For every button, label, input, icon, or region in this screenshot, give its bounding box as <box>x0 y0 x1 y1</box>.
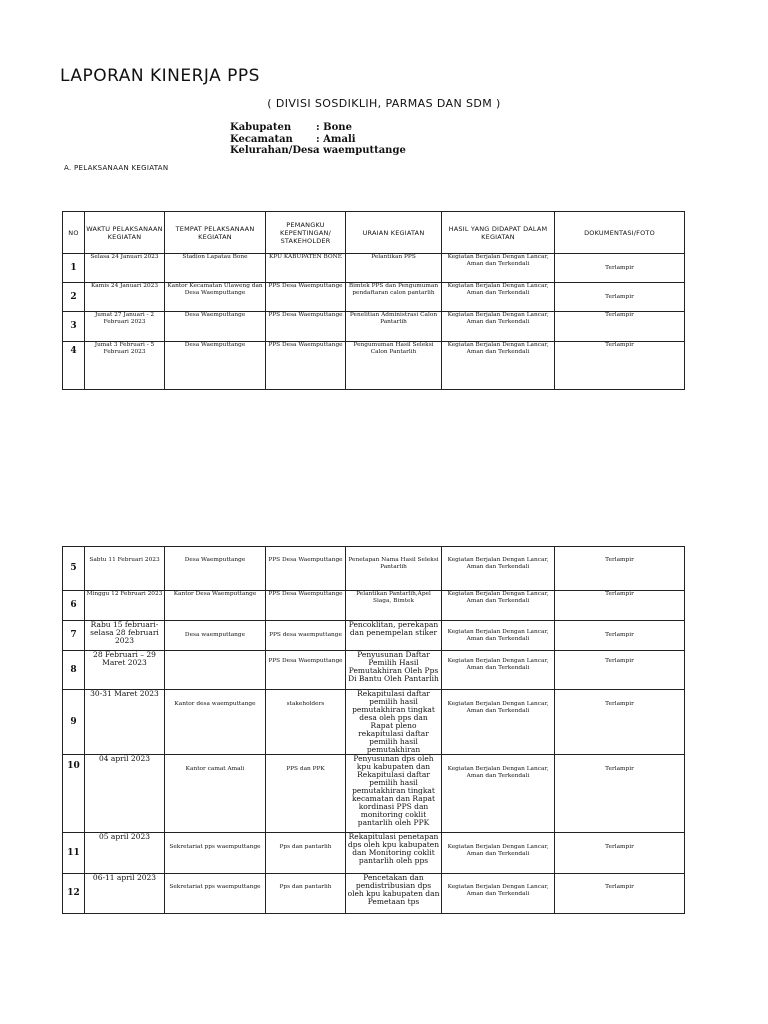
table-row <box>63 342 685 390</box>
header-dokumentasi: DOKUMENTASI/FOTO <box>555 212 685 254</box>
cell-hasil: Kegiatan Berjalan Dengan Lancar, Aman dan Terkendali <box>442 755 555 833</box>
location-info <box>230 122 406 157</box>
header-hasil: HASIL YANG DIDAPAT DALAM KEGIATAN <box>442 212 555 254</box>
cell-uraian: Pelantikan PPS <box>346 254 442 283</box>
cell-pemangku: Pps dan pantarlih <box>266 833 346 874</box>
table-row <box>63 621 685 651</box>
info-value: : Amali <box>316 133 356 145</box>
cell-pemangku: PPS dan PPK <box>266 755 346 833</box>
table-row <box>63 690 685 755</box>
info-row-kabupaten <box>230 122 406 134</box>
table-header-row <box>63 212 685 254</box>
cell-waktu: 30-31 Maret 2023 <box>85 690 165 755</box>
cell-tempat: Kantor camat Amali <box>165 755 266 833</box>
cell-uraian: Pelantikan Pantarlih,Apel Siaga, Bimtek <box>346 591 442 621</box>
cell-hasil: Kegiatan Berjalan Dengan Lancar, Aman dan Terkendali <box>442 874 555 914</box>
cell-pemangku: PPS Desa Waemputtange <box>266 342 346 390</box>
cell-no: 6 <box>63 591 85 621</box>
cell-uraian: Pencetakan dan pendistribusian dps oleh kpu kabupaten dan Pemetaan tps <box>346 874 442 914</box>
header-no: NO <box>63 212 85 254</box>
cell-hasil: Kegiatan Berjalan Dengan Lancar, Aman dan Terkendali <box>442 833 555 874</box>
cell-waktu: 05 april 2023 <box>85 833 165 874</box>
cell-hasil: Kegiatan Berjalan Dengan Lancar, Aman dan Terkendali <box>442 591 555 621</box>
cell-no: 3 <box>63 312 85 342</box>
cell-waktu: 06-11 april 2023 <box>85 874 165 914</box>
cell-tempat: Sekretariat pps waemputtange <box>165 874 266 914</box>
activity-table-page-2 <box>62 546 685 914</box>
header-tempat: TEMPAT PELAKSANAAN KEGIATAN <box>165 212 266 254</box>
cell-dokumentasi: Terlampir <box>555 283 685 312</box>
activity-table-page-1 <box>62 211 685 390</box>
cell-no: 11 <box>63 833 85 874</box>
cell-pemangku: PPS Desa Waemputtange <box>266 283 346 312</box>
cell-dokumentasi: Terlampir <box>555 254 685 283</box>
cell-tempat: Kantor desa waemputtange <box>165 690 266 755</box>
cell-dokumentasi: Terlampir <box>555 651 685 690</box>
cell-dokumentasi: Terlampir <box>555 874 685 914</box>
cell-dokumentasi: Terlampir <box>555 621 685 651</box>
report-title: LAPORAN KINERJA PPS <box>60 66 260 86</box>
cell-no: 9 <box>63 690 85 755</box>
table-row <box>63 283 685 312</box>
table-row <box>63 874 685 914</box>
cell-pemangku: PPS Desa Waemputtange <box>266 651 346 690</box>
table-row <box>63 312 685 342</box>
cell-uraian: Rekapitulasi daftar pemilih hasil pemutakhiran tingkat desa oleh pps dan Rapat pleno rekapitulasi daftar pemilih hasil pemutakhiran <box>346 690 442 755</box>
cell-dokumentasi: Terlampir <box>555 690 685 755</box>
cell-hasil: Kegiatan Berjalan Dengan Lancar, Aman dan Terkendali <box>442 547 555 591</box>
cell-pemangku: PPS Desa Waemputtange <box>266 591 346 621</box>
cell-waktu: Jumat 27 Januari - 2 Februari 2023 <box>85 312 165 342</box>
cell-tempat: Kantor Kecamatan Ulaweng dan Desa Waemputtange <box>165 283 266 312</box>
cell-uraian: Bimtek PPS dan Pengumuman pendaftaran calon pantarlih <box>346 283 442 312</box>
cell-tempat: Stadion Lapatau Bone <box>165 254 266 283</box>
cell-hasil: Kegiatan Berjalan Dengan Lancar, Aman dan Terkendali <box>442 690 555 755</box>
table-row <box>63 254 685 283</box>
cell-tempat: Desa Waemputtange <box>165 312 266 342</box>
cell-no: 12 <box>63 874 85 914</box>
cell-uraian: Penelitian Administrasi Calon Pantarlih <box>346 312 442 342</box>
cell-no: 5 <box>63 547 85 591</box>
info-row-kecamatan <box>230 134 406 146</box>
cell-uraian: Pencoklitan, perekapan dan penempelan stiker <box>346 621 442 651</box>
cell-no: 4 <box>63 342 85 390</box>
cell-uraian: Rekapitulasi penetapan dps oleh kpu kabupaten dan Monitoring coklit pantarlih oleh pps <box>346 833 442 874</box>
cell-hasil: Kegiatan Berjalan Dengan Lancar, Aman dan Terkendali <box>442 342 555 390</box>
cell-no: 2 <box>63 283 85 312</box>
cell-tempat: Desa Waemputtange <box>165 547 266 591</box>
cell-waktu: 28 Februari – 29 Maret 2023 <box>85 651 165 690</box>
cell-waktu: Selasa 24 Januari 2023 <box>85 254 165 283</box>
table-row <box>63 591 685 621</box>
table-row <box>63 755 685 833</box>
cell-dokumentasi: Terlampir <box>555 547 685 591</box>
cell-hasil: Kegiatan Berjalan Dengan Lancar, Aman dan Terkendali <box>442 621 555 651</box>
cell-hasil: Kegiatan Berjalan Dengan Lancar, Aman dan Terkendali <box>442 312 555 342</box>
cell-dokumentasi: Terlampir <box>555 312 685 342</box>
cell-waktu: 04 april 2023 <box>85 755 165 833</box>
cell-hasil: Kegiatan Berjalan Dengan Lancar, Aman dan Terkendali <box>442 283 555 312</box>
section-title: A. PELAKSANAAN KEGIATAN <box>64 164 169 172</box>
cell-dokumentasi: Terlampir <box>555 591 685 621</box>
cell-waktu: Kamis 24 Januari 2023 <box>85 283 165 312</box>
cell-uraian: Penetapan Nama Hasil Seleksi Pantarlih <box>346 547 442 591</box>
cell-tempat: Desa Waemputtange <box>165 342 266 390</box>
cell-uraian: Penyusunan dps oleh kpu kabupaten dan Rekapitulasi daftar pemilih hasil pemutakhiran tingkat kecamatan dan Rapat kordinasi PPS dan monitoring coklit pantarlih oleh PPK <box>346 755 442 833</box>
cell-dokumentasi: Terlampir <box>555 833 685 874</box>
info-value: : Bone <box>316 122 352 133</box>
info-label: Kecamatan <box>230 133 293 145</box>
report-subtitle: ( DIVISI SOSDIKLIH, PARMAS DAN SDM ) <box>267 97 501 110</box>
cell-waktu: Minggu 12 Februari 2023 <box>85 591 165 621</box>
cell-no: 1 <box>63 254 85 283</box>
cell-tempat: Sekretariat pps waemputtange <box>165 833 266 874</box>
cell-pemangku: PPS Desa Waemputtange <box>266 312 346 342</box>
cell-waktu: Sabtu 11 Februari 2023 <box>85 547 165 591</box>
cell-dokumentasi: Terlampir <box>555 755 685 833</box>
header-uraian: URAIAN KEGIATAN <box>346 212 442 254</box>
cell-tempat <box>165 651 266 690</box>
cell-hasil: Kegiatan Berjalan Dengan Lancar, Aman dan Terkendali <box>442 651 555 690</box>
info-label: Kabupaten <box>230 122 292 133</box>
cell-no: 8 <box>63 651 85 690</box>
info-value: : waemputtange <box>316 145 406 156</box>
info-label: Kelurahan/Desa <box>230 145 320 156</box>
cell-dokumentasi: Terlampir <box>555 342 685 390</box>
info-row-kelurahan <box>230 145 406 157</box>
cell-pemangku: KPU KABUPATEN BONE <box>266 254 346 283</box>
table-row <box>63 833 685 874</box>
cell-uraian: Penyusunan Daftar Pemilih Hasil Pemutakhiran Oleh Pps Di Bantu Oleh Pantarlih <box>346 651 442 690</box>
cell-pemangku: Pps dan pantarlih <box>266 874 346 914</box>
cell-tempat: Desa waemputtange <box>165 621 266 651</box>
cell-pemangku: PPS desa waemputtange <box>266 621 346 651</box>
cell-tempat: Kantor Desa Waemputtange <box>165 591 266 621</box>
table-row <box>63 547 685 591</box>
cell-no: 10 <box>63 755 85 833</box>
table-row <box>63 651 685 690</box>
cell-uraian: Pengumuman Hasil Seleksi Calon Pantarlih <box>346 342 442 390</box>
header-pemangku: PEMANGKU KEPENTINGAN/ STAKEHOLDER <box>266 212 346 254</box>
cell-no: 7 <box>63 621 85 651</box>
cell-pemangku: stakeholders <box>266 690 346 755</box>
header-waktu: WAKTU PELAKSANAAN KEGIATAN <box>85 212 165 254</box>
cell-pemangku: PPS Desa Waemputtange <box>266 547 346 591</box>
cell-waktu: Jumat 3 Februari - 5 Februari 2023 <box>85 342 165 390</box>
cell-waktu: Rabu 15 februari-selasa 28 februari 2023 <box>85 621 165 651</box>
cell-hasil: Kegiatan Berjalan Dengan Lancar, Aman dan Terkendali <box>442 254 555 283</box>
